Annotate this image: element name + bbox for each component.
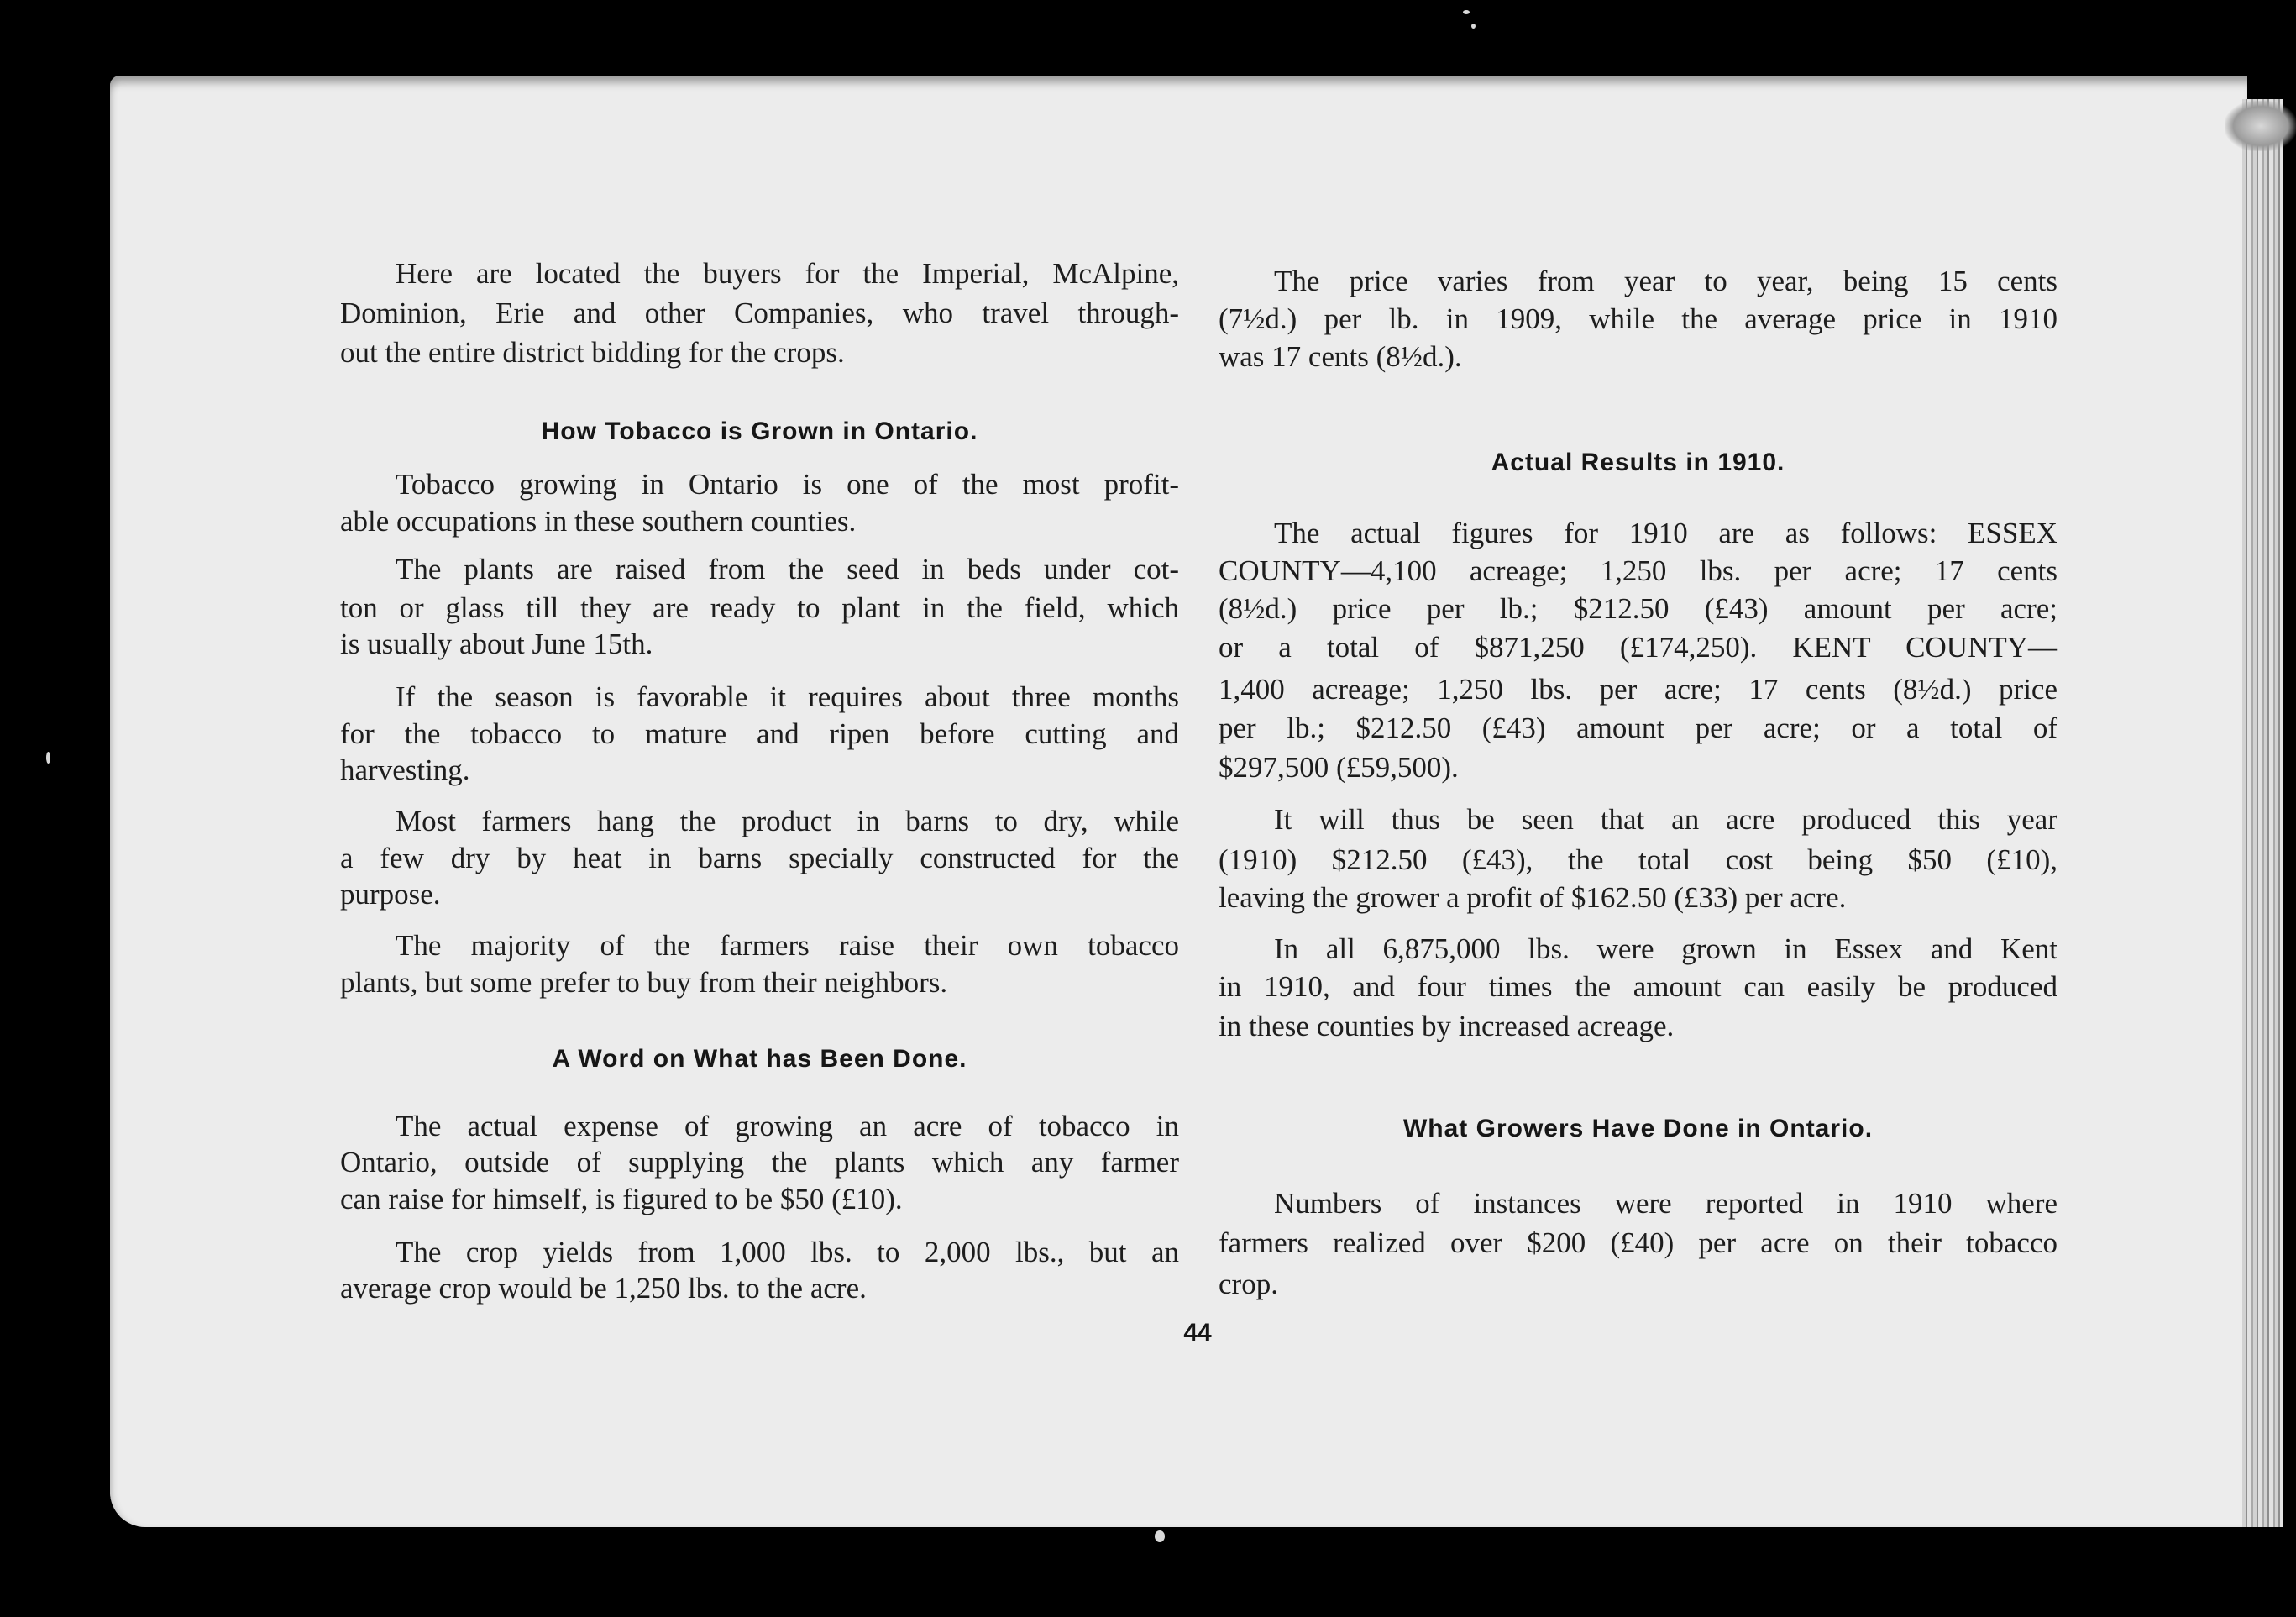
text-line: If the season is favorable it requires about three months	[396, 680, 1179, 713]
text-line: Numbers of instances were reported in 1910 where	[1274, 1187, 2057, 1220]
text-line: The actual figures for 1910 are as follows: ESSEX	[1274, 517, 2057, 549]
text-line: was 17 cents (8½d.).	[1219, 340, 1462, 373]
text-line: Ontario, outside of supplying the plants which any farmer	[340, 1146, 1179, 1179]
right-column	[1219, 0, 2057, 1617]
text-line: in 1910, and four times the amount can easily be produced	[1219, 970, 2057, 1003]
text-line: (8½d.) price per lb.; $212.50 (£43) amount per acre;	[1219, 592, 2057, 625]
text-line: Most farmers hang the product in barns to dry, while	[396, 805, 1179, 837]
text-line: It will thus be seen that an acre produced this year	[1274, 803, 2057, 836]
text-line: $297,500 (£59,500).	[1219, 751, 1459, 784]
text-line: can raise for himself, is figured to be $50 (£10).	[340, 1183, 903, 1215]
text-line: is usually about June 15th.	[340, 627, 653, 660]
scan-speck	[46, 752, 50, 764]
section-heading: What Growers Have Done in Ontario.	[1402, 1115, 1874, 1142]
text-line: purpose.	[340, 878, 441, 911]
book-gutter	[2242, 99, 2283, 1527]
text-line: plants, but some prefer to buy from their neighbors.	[340, 966, 948, 999]
text-line: The crop yields from 1,000 lbs. to 2,000 lbs., but an	[396, 1236, 1179, 1268]
section-heading: How Tobacco is Grown in Ontario.	[541, 417, 978, 445]
text-line: Dominion, Erie and other Companies, who travel through-	[340, 297, 1179, 329]
text-line: a few dry by heat in barns specially constructed for the	[340, 842, 1179, 874]
text-line: or a total of $871,250 (£174,250). KENT COUNTY—	[1219, 631, 2057, 664]
text-line: (1910) $212.50 (£43), the total cost being $50 (£10),	[1219, 843, 2057, 876]
text-line: leaving the grower a profit of $162.50 (£33) per acre.	[1219, 881, 1847, 914]
text-line: harvesting.	[340, 753, 470, 786]
text-line: Tobacco growing in Ontario is one of the most profit-	[396, 468, 1179, 501]
text-line: in these counties by increased acreage.	[1219, 1010, 1675, 1042]
text-line: crop.	[1219, 1268, 1278, 1300]
text-line: average crop would be 1,250 lbs. to the acre.	[340, 1272, 867, 1305]
text-line: In all 6,875,000 lbs. were grown in Essex and Kent	[1274, 932, 2057, 965]
text-line: ton or glass till they are ready to plant in the field, which	[340, 591, 1179, 624]
text-line: The majority of the farmers raise their own tobacco	[396, 929, 1179, 962]
text-line: (7½d.) per lb. in 1909, while the average price in 1910	[1219, 302, 2057, 335]
text-line: farmers realized over $200 (£40) per acre on their tobacco	[1219, 1226, 2057, 1259]
section-heading: Actual Results in 1910.	[1491, 449, 1785, 476]
left-column	[340, 0, 1179, 1617]
text-line: The actual expense of growing an acre of tobacco in	[396, 1110, 1179, 1142]
text-line: Here are located the buyers for the Imperial, McAlpine,	[396, 257, 1179, 290]
section-heading: A Word on What has Been Done.	[552, 1045, 967, 1073]
text-line: The plants are raised from the seed in beds under cot-	[396, 553, 1179, 585]
text-line: COUNTY—4,100 acreage; 1,250 lbs. per acre; 17 cents	[1219, 554, 2057, 587]
text-line: per lb.; $212.50 (£43) amount per acre; or a total of	[1219, 711, 2057, 744]
text-line: able occupations in these southern counties.	[340, 505, 857, 538]
text-line: for the tobacco to mature and ripen before cutting and	[340, 717, 1179, 750]
text-line: out the entire district bidding for the crops.	[340, 336, 845, 369]
text-line: The price varies from year to year, being 15 cents	[1274, 265, 2057, 297]
book-gutter-edge	[2225, 101, 2296, 151]
page-number: 44	[1183, 1319, 1212, 1347]
text-line: 1,400 acreage; 1,250 lbs. per acre; 17 cents (8½d.) price	[1219, 673, 2057, 706]
